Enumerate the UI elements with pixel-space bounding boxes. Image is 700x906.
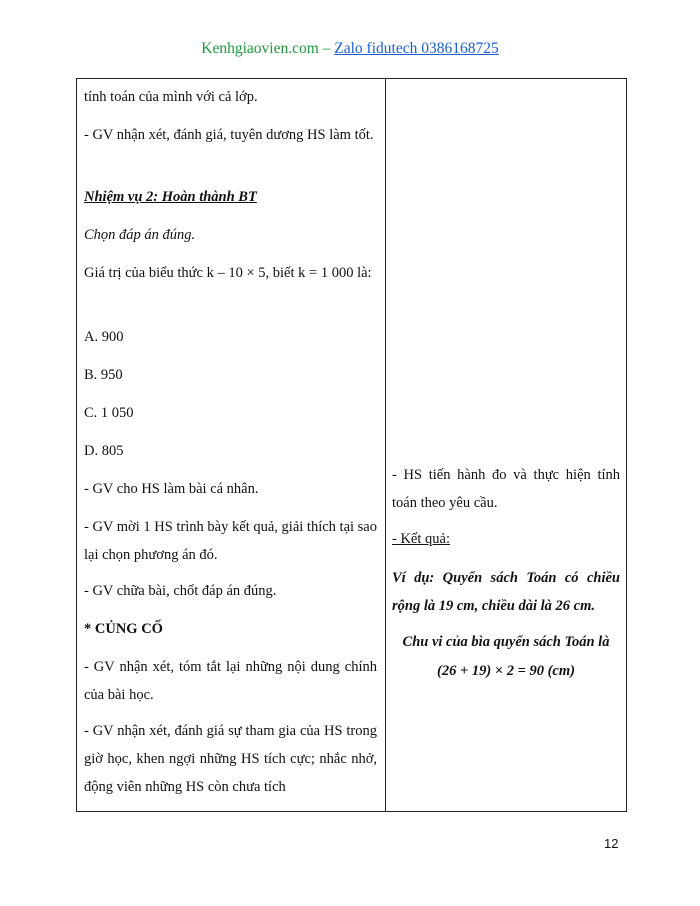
option-d: D. 805 — [84, 443, 124, 459]
task2-title: Nhiệm vụ 2: Hoàn thành BT — [84, 189, 257, 205]
hs-measure-text: - HS tiến hành đo và thực hiện tính toán theo yêu cầu. — [392, 467, 620, 511]
gv-eval-text: - GV nhận xét, đánh giá sự tham gia của HS trong giờ học, khen ngợi những HS tích cực; nhắc nhở, động viên những HS còn chưa tích — [84, 723, 377, 795]
text-line-1: tính toán của mình với cả lớp. — [84, 89, 258, 105]
lesson-table — [76, 78, 627, 812]
question-text: Giá trị của biểu thức k – 10 × 5, biết k = 1 000 là: — [84, 265, 372, 281]
header-separator: – — [318, 40, 335, 57]
perimeter-line-2: (26 + 19) × 2 = 90 (cm) — [437, 663, 575, 679]
teacher-activity-cell — [77, 79, 386, 812]
perimeter-line-1: Chu vi của bìa quyển sách Toán là — [402, 634, 610, 650]
gv-correct-text: - GV chữa bài, chốt đáp án đúng. — [84, 583, 277, 599]
consolidate-title: * CỦNG CỐ — [84, 621, 163, 637]
gv-summary-text: - GV nhận xét, tóm tắt lại những nội dung chính của bài học. — [84, 659, 377, 703]
page-header — [0, 40, 700, 58]
result-label: - Kết quả: — [392, 531, 450, 547]
choose-instruction: Chọn đáp án đúng. — [84, 227, 196, 243]
example-text: Ví dụ: Quyển sách Toán có chiều rộng là 19 cm, chiều dài là 26 cm. — [392, 570, 620, 614]
header-zalo-link[interactable]: Zalo fidutech 0386168725 — [334, 40, 499, 57]
gv-invite-text: - GV mời 1 HS trình bày kết quả, giải thích tại sao lại chọn phương án đó. — [84, 519, 377, 563]
gv-individual-text: - GV cho HS làm bài cá nhân. — [84, 481, 259, 497]
option-c: C. 1 050 — [84, 405, 134, 421]
student-activity-cell — [386, 79, 627, 812]
header-site[interactable]: Kenhgiaovien.com — [201, 40, 319, 57]
option-a: A. 900 — [84, 329, 124, 345]
gv-review-text: - GV nhận xét, đánh giá, tuyên dương HS làm tốt. — [84, 127, 374, 143]
page-number: 12 — [604, 836, 619, 851]
option-b: B. 950 — [84, 367, 123, 383]
